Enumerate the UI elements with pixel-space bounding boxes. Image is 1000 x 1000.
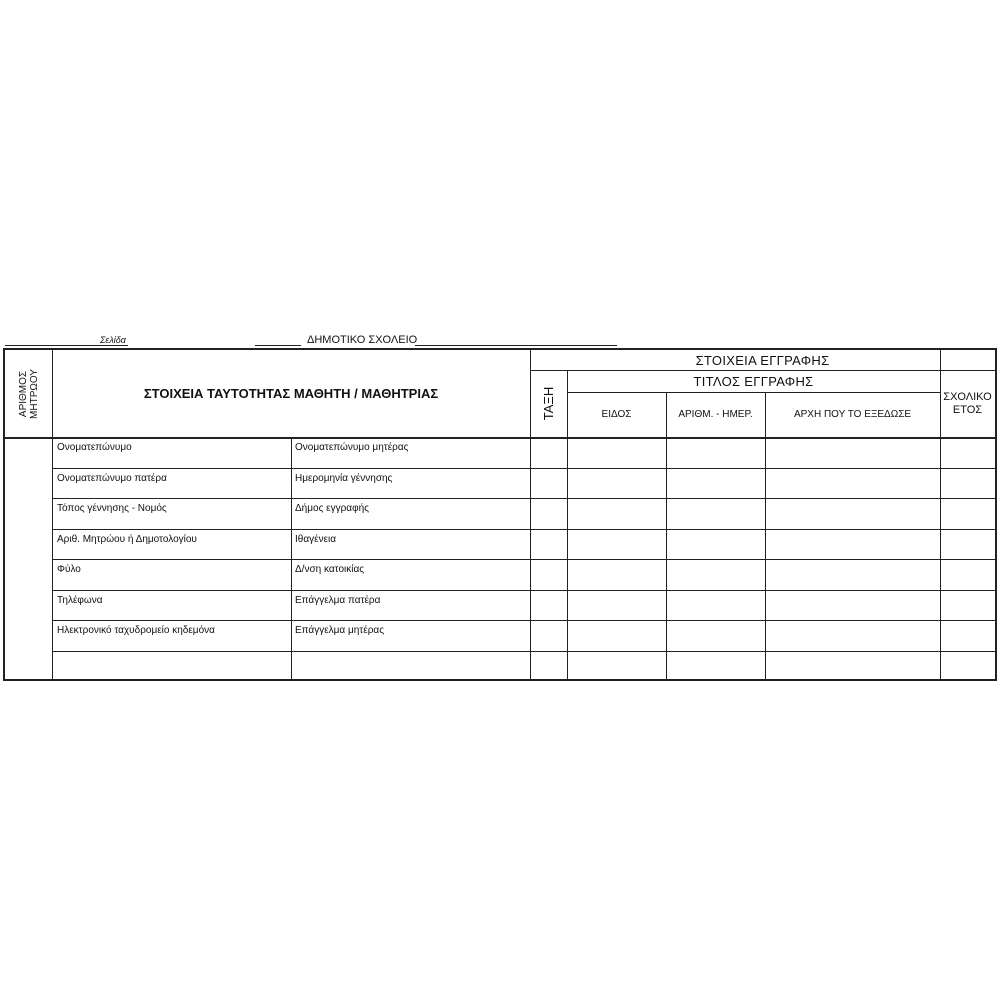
class-header [530,370,567,437]
number-date-column-header: ΑΡΙΘΜ. - ΗΜΕΡ. [678,409,753,420]
field-label: Ονοματεπώνυμο πατέρα [57,473,167,484]
field-label: Ιθαγένεια [295,534,337,545]
school-name-line[interactable] [415,345,617,346]
field-label: Επάγγελμα μητέρας [295,625,385,636]
field-label: Δ/νση κατοικίας [295,564,365,575]
field-label: Επάγγελμα πατέρα [295,595,381,606]
registration-section-title: ΣΤΟΙΧΕΙΑ ΕΓΓΡΑΦΗΣ [695,352,830,368]
page-number-line[interactable] [5,345,128,346]
school-year-header [940,370,995,437]
school-prefix-line[interactable] [255,345,301,346]
field-label: Ηλεκτρονικό ταχυδρομείο κηδεμόνα [57,625,215,636]
registration-document-title: ΤΙΤΛΟΣ ΕΓΓΡΑΦΗΣ [693,373,814,389]
field-label: Φύλο [57,564,81,575]
row-divider [52,559,995,560]
header-bottom-line [5,437,995,439]
field-label: Ονοματεπώνυμο μητέρας [295,442,409,453]
field-label: Ημερομηνία γέννησης [295,473,393,484]
row-divider [52,529,995,530]
student-register-table [3,348,997,681]
row-divider [52,590,995,591]
row-divider [52,468,995,469]
register-number-line1: ΑΡΙΘΜΟΣ [17,370,29,417]
school-year-line1: ΣΧΟΛΙΚΟ [943,390,992,403]
field-label: Ονοματεπώνυμο [57,442,132,453]
type-column-header: ΕΙΔΟΣ [601,409,632,420]
field-label: Τόπος γέννησης - Νομός [57,503,167,514]
register-number-line2: ΜΗΤΡΩΟΥ [28,368,40,419]
authority-column-header: ΑΡΧΗ ΠΟΥ ΤΟ ΕΞΕΔΩΣΕ [793,409,912,420]
school-year-line2: ΕΤΟΣ [952,403,983,416]
field-label: Τηλέφωνα [57,595,103,606]
school-label: ΔΗΜΟΤΙΚΟ ΣΧΟΛΕΙΟ [307,334,418,346]
row-divider [52,620,995,621]
row-divider [52,651,995,652]
field-label: Δήμος εγγραφής [295,503,369,514]
class-label: ΤΑΞΗ [540,386,556,421]
identity-section-title: ΣΤΟΙΧΕΙΑ ΤΑΥΤΟΤΗΤΑΣ ΜΑΘΗΤΗ / ΜΑΘΗΤΡΙΑΣ [143,386,439,401]
field-label: Αριθ. Μητρώου ή Δημοτολογίου [57,534,197,545]
page-label: Σελίδα [100,335,126,345]
register-number-header [5,350,52,437]
row-divider [52,498,995,499]
